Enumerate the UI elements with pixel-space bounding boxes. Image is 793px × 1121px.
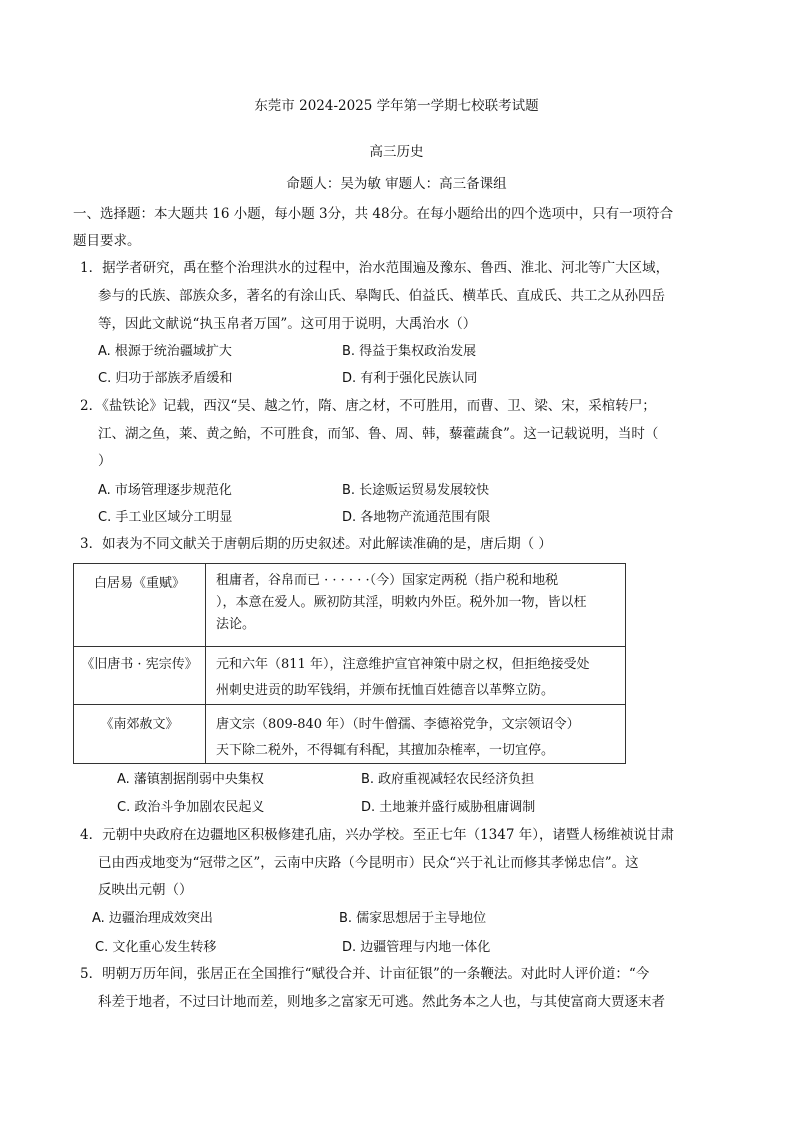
source-text-line: 租庸者，谷帛而已 · · · · · ·（今）国家定两税（指户税和地税 — [216, 573, 559, 588]
q4-option-c[interactable]: C. 文化重心发生转移 — [95, 940, 217, 955]
q4-stem-line-3: 反映出元朝（） — [98, 882, 193, 898]
source-text-line: 元和六年（811 年），注意维护宣官神策中尉之权，但拒绝接受处 — [216, 657, 590, 672]
q1-option-a[interactable]: A. 根源于统治疆域扩大 — [98, 344, 232, 359]
authors-line: 命题人：吴为敏 审题人：高三备课组 — [286, 176, 507, 192]
table-text-cell — [206, 705, 626, 764]
q2-stem-line-1: 2．《盐铁论》记载，西汉“吴、越之竹，隋、唐之材，不可胜用，而曹、卫、梁、宋，采棺转尸； — [80, 398, 656, 414]
table-source-cell — [74, 564, 206, 647]
q2-option-b[interactable]: B. 长途贩运贸易发展较快 — [342, 483, 490, 498]
q2-stem-line-3: ） — [98, 453, 112, 469]
source-text-line: 唐文宗（809-840 年）（时牛僧孺、李德裕党争，文宗领诏令） — [216, 717, 580, 732]
q2-option-a[interactable]: A. 市场管理逐步规范化 — [98, 483, 232, 498]
q4-stem-line-2: 已由西戎地变为“冠带之区”，云南中庆路（今昆明市）民众“兴于礼让而修其孝悌忠信”。这 — [98, 855, 639, 871]
q4-option-d[interactable]: D. 边疆管理与内地一体化 — [342, 940, 491, 955]
source-text-line: 州刺史进贡的助军钱绢，并颁布抚恤百姓德音以革弊立防。 — [216, 683, 555, 698]
table-row — [74, 647, 626, 705]
source-text-line: 法论。 — [216, 617, 256, 632]
section-instruction-line-2: 题目要求。 — [73, 233, 141, 249]
section-instruction-line-1: 一、选择题：本大题共 16 小题，每小题 3分，共 48分。在每小题给出的四个选项中，只有一项符合 — [73, 206, 674, 222]
q3-stem: 3．如表为不同文献关于唐朝后期的历史叙述。对此解读准确的是，唐后期（ ） — [80, 536, 552, 552]
table-text-cell — [206, 564, 626, 647]
q1-option-d[interactable]: D. 有利于强化民族认同 — [342, 371, 478, 386]
q5-stem-line-1: 5．明朝万历年间，张居正在全国推行“赋役合并、计亩征银”的一条鞭法。对此时人评价道：“今 — [80, 966, 650, 982]
q4-stem-line-1: 4．元朝中央政府在边疆地区积极修建孔庙，兴办学校。至正七年（1347 年），诸暨人杨维祯说甘肃 — [80, 827, 674, 843]
source-text-line: ），本意在爱人。厥初防其淫，明敕内外臣。税外加一物，皆以枉 — [216, 595, 587, 610]
q5-stem-line-2: 科差于地者，不过曰计地而差，则地多之富家无可逃。然此务本之人也，与其使富商大贾逐末者 — [98, 994, 665, 1010]
table-source-cell — [74, 647, 206, 705]
source-name: 《南郊赦文》 — [100, 717, 179, 732]
q3-option-a[interactable]: A. 藩镇割据削弱中央集权 — [117, 772, 264, 787]
q1-option-c[interactable]: C. 归功于部族矛盾缓和 — [98, 371, 233, 386]
q3-option-b[interactable]: B. 政府重视减轻农民经济负担 — [361, 772, 535, 787]
q4-option-b[interactable]: B. 儒家思想居于主导地位 — [339, 911, 487, 926]
q3-source-table — [73, 563, 626, 764]
q2-option-c[interactable]: C. 手工业区域分工明显 — [98, 510, 233, 525]
table-row — [74, 705, 626, 764]
q3-option-d[interactable]: D. 土地兼并盛行威胁租庸调制 — [361, 800, 536, 815]
exam-title: 东莞市 2024-2025 学年第一学期七校联考试题 — [254, 98, 539, 114]
table-text-cell — [206, 647, 626, 705]
q1-option-b[interactable]: B. 得益于集权政治发展 — [342, 344, 477, 359]
subject-title: 高三历史 — [369, 144, 424, 160]
source-name: 白居易《重赋》 — [93, 576, 185, 591]
q1-stem-line-2: 参与的氏族、部族众多，著名的有涂山氏、皋陶氏、伯益氏、横革氏、直成氏、共工之从孙四岳 — [98, 288, 665, 304]
q2-stem-line-2: 江、湖之鱼，莱、黄之鲐，不可胜食，而邹、鲁、周、韩，藜藿蔬食”。这一记载说明，当时（ — [98, 426, 659, 442]
source-name: 《旧唐书 · 宪宗传》 — [81, 657, 198, 672]
table-row — [74, 564, 626, 647]
q4-option-a[interactable]: A. 边疆治理成效突出 — [92, 911, 213, 926]
q3-option-c[interactable]: C. 政治斗争加剧农民起义 — [117, 800, 265, 815]
q1-stem-line-1: 1．据学者研究，禹在整个治理洪水的过程中，治水范围遍及豫东、鲁西、淮北、河北等广大区域， — [80, 260, 670, 276]
q1-stem-line-3: 等，因此文献说“执玉帛者万国”。这可用于说明，大禹治水（） — [98, 316, 477, 332]
q2-option-d[interactable]: D. 各地物产流通范围有限 — [342, 510, 491, 525]
table-source-cell — [74, 705, 206, 764]
source-text-line: 天下除二税外，不得辄有科配，其擅加杂榷率，一切宜停。 — [216, 743, 555, 758]
